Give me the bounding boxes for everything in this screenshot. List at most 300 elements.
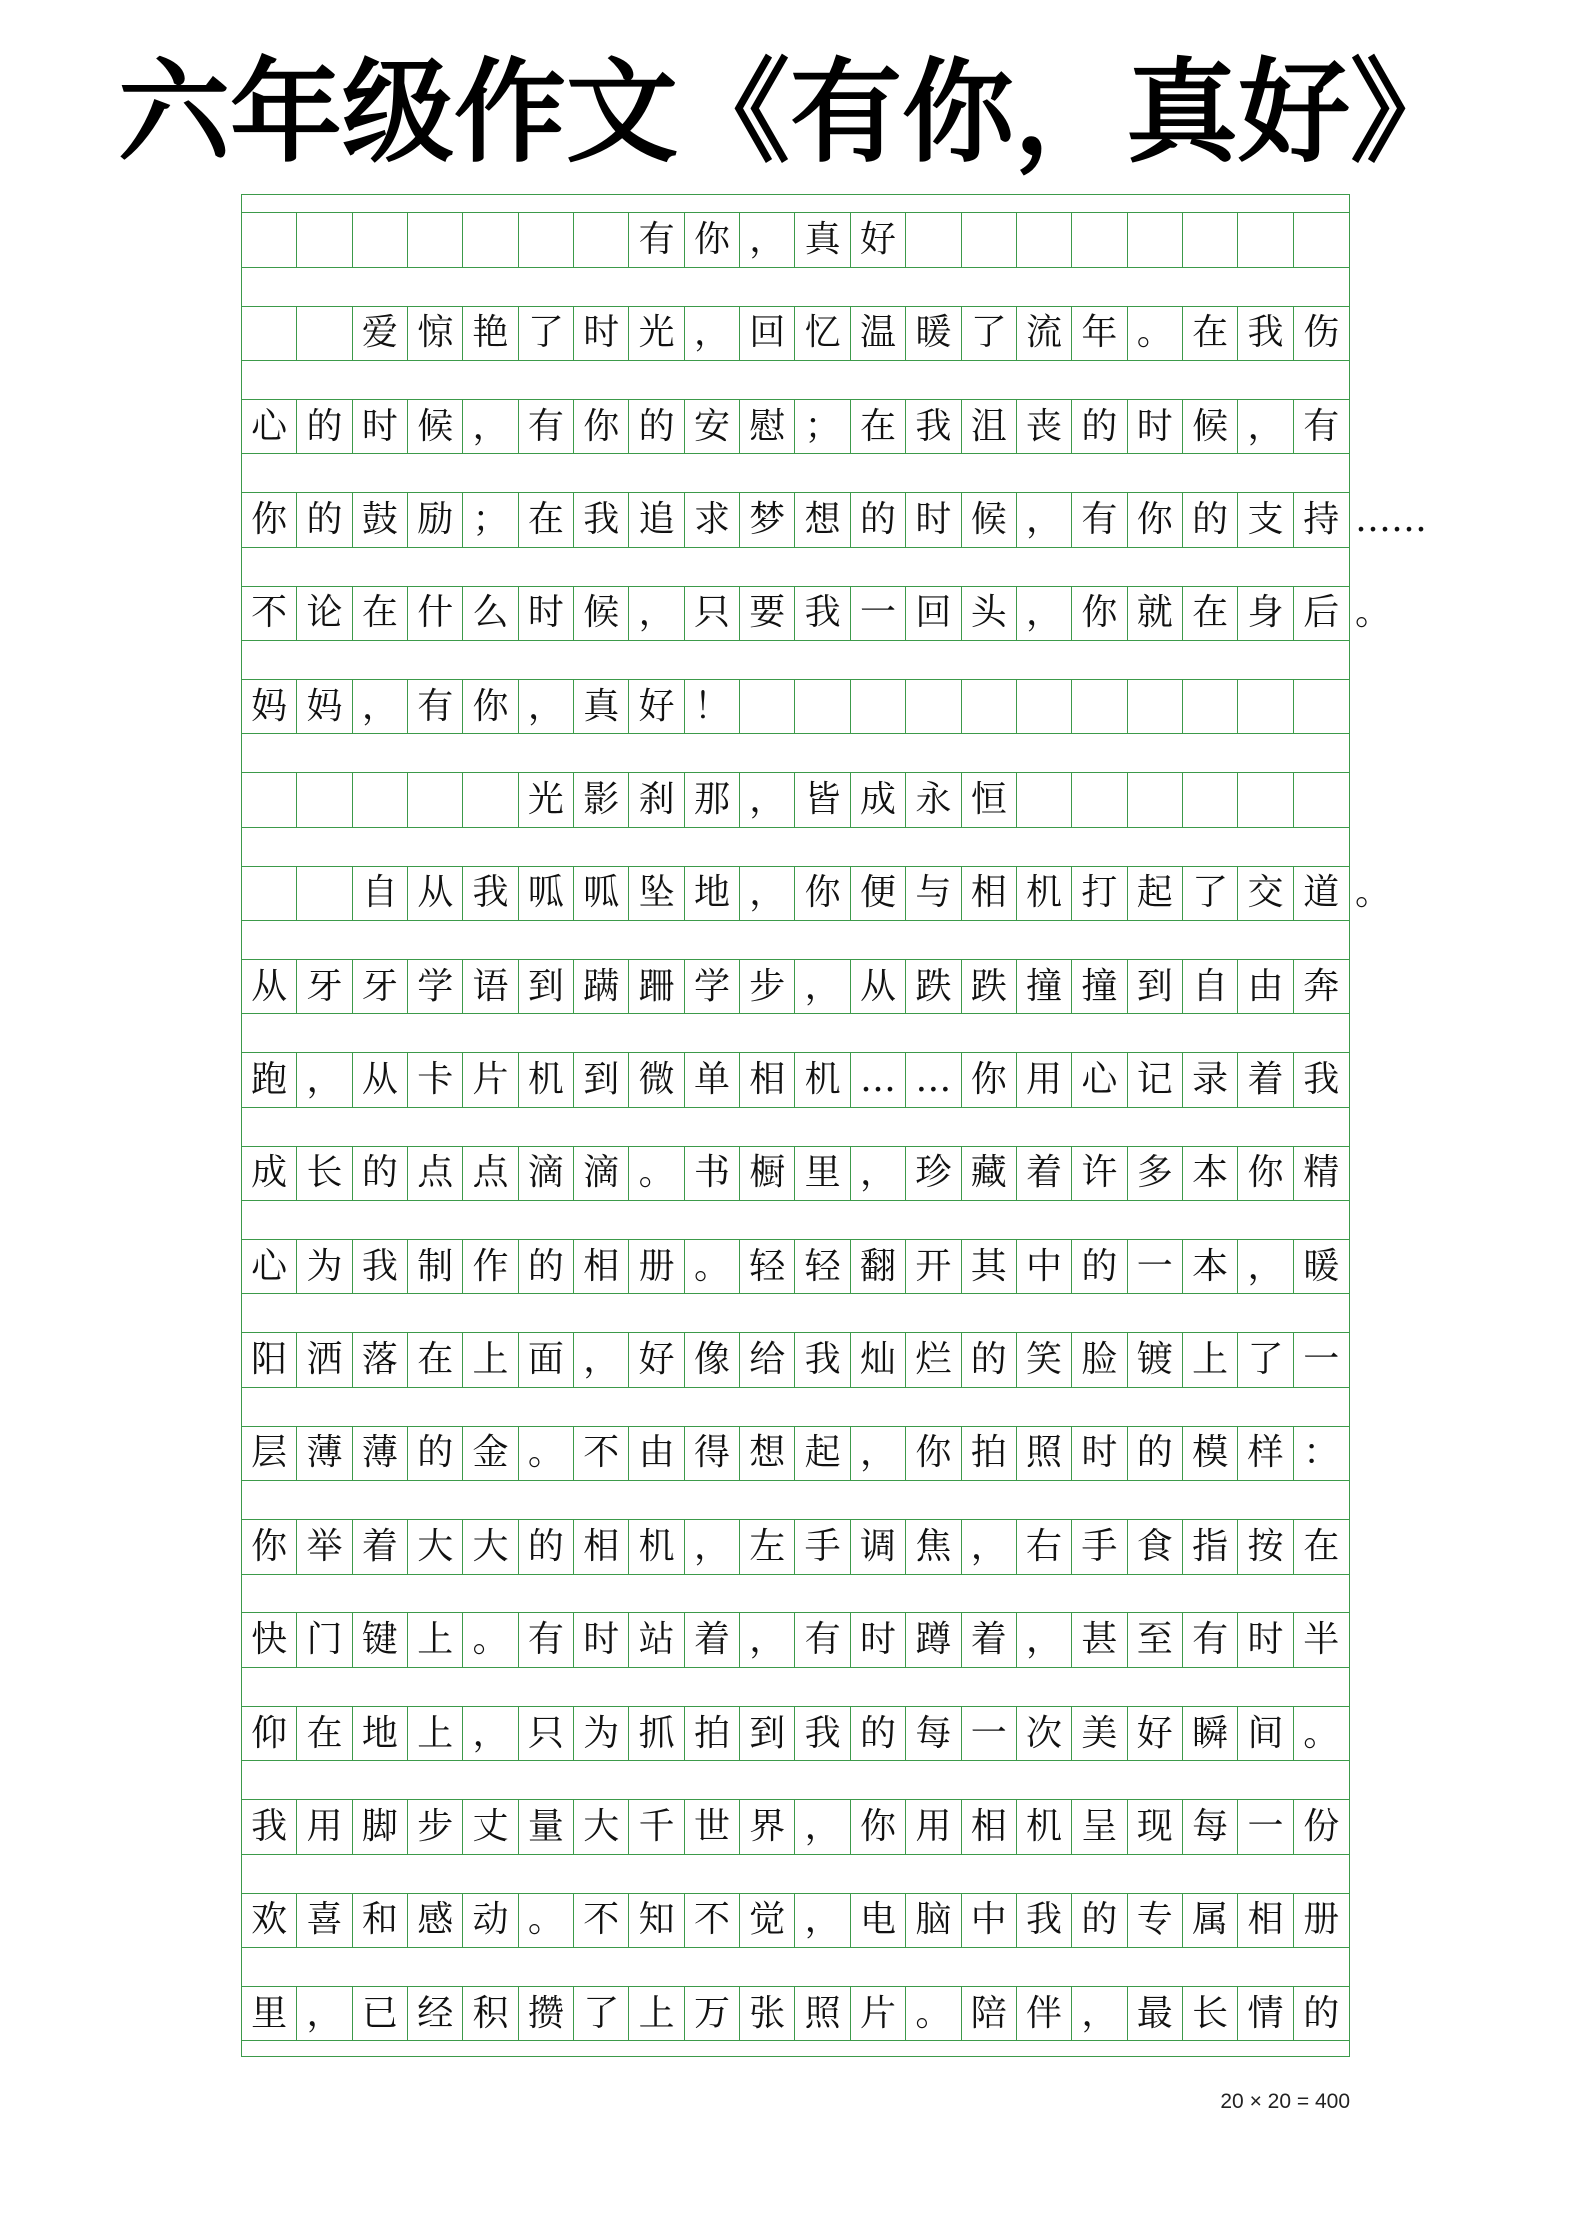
grid-cell: 片 — [463, 1053, 518, 1106]
grid-cell — [463, 773, 518, 826]
grid-cell: 永 — [906, 773, 961, 826]
grid-cell — [1128, 680, 1183, 733]
grid-cell: 食 — [1128, 1520, 1183, 1573]
grid-cell: 撞 — [1072, 960, 1127, 1013]
grid-cell: 有 — [1183, 1613, 1238, 1666]
grid-cell — [1017, 680, 1072, 733]
grid-cell: 机 — [795, 1053, 850, 1106]
grid-cell: 年 — [1072, 307, 1127, 360]
grid-cell: 后 — [1303, 592, 1340, 634]
grid-cell: ， — [574, 1333, 629, 1386]
grid-cell: 开 — [906, 1240, 961, 1293]
grid-cell: 地 — [353, 1707, 408, 1760]
grid-cell: 安 — [685, 400, 740, 453]
grid-cell: 候 — [574, 587, 629, 640]
grid-cell — [1072, 213, 1127, 266]
grid-cell: ， — [795, 960, 850, 1013]
grid-cell: ， — [463, 1707, 518, 1760]
grid-cell: 积 — [463, 1987, 518, 2040]
grid-cell: 。 — [629, 1147, 684, 1200]
grid-cell: 觉 — [740, 1894, 795, 1947]
grid-cell: 录 — [1183, 1053, 1238, 1106]
grid-cell: 时 — [1072, 1427, 1127, 1480]
grid-cell: 上 — [463, 1333, 518, 1386]
grid-row — [242, 679, 1349, 734]
grid-cell: 打 — [1072, 867, 1127, 920]
grid-cell: 心 — [242, 400, 297, 453]
grid-cell: 着 — [962, 1613, 1017, 1666]
margin-punctuation: 。 — [1355, 592, 1392, 634]
grid-cell: 拍 — [962, 1427, 1017, 1480]
grid-cell: 不 — [242, 587, 297, 640]
grid-cell: 金 — [463, 1427, 518, 1480]
grid-cell: 伴 — [1017, 1987, 1072, 2040]
grid-cell: 一 — [1128, 1240, 1183, 1293]
grid-cell: 的 — [519, 1240, 574, 1293]
grid-cell: ， — [1238, 400, 1293, 453]
grid-cell — [574, 213, 629, 266]
grid-cell: 得 — [685, 1427, 740, 1480]
grid-cell: 起 — [1128, 867, 1183, 920]
grid-cell: … — [851, 1053, 906, 1106]
grid-cell: 藏 — [962, 1147, 1017, 1200]
grid-cell: 在 — [408, 1333, 463, 1386]
grid-cell — [906, 213, 961, 266]
grid-row — [242, 1706, 1349, 1761]
grid-cell: 微 — [629, 1053, 684, 1106]
grid-cell: 翻 — [851, 1240, 906, 1293]
grid-cell: 着 — [685, 1613, 740, 1666]
grid-cell: 制 — [408, 1240, 463, 1293]
grid-cell: 光 — [629, 307, 684, 360]
grid-cell: 的 — [1303, 1992, 1340, 2034]
grid-cell: 上 — [1183, 1333, 1238, 1386]
grid-cell: 我 — [1303, 1059, 1340, 1101]
grid-cell: 光 — [519, 773, 574, 826]
grid-cell: 里 — [795, 1147, 850, 1200]
grid-cell: 我 — [574, 493, 629, 546]
grid-cell: 了 — [1238, 1333, 1293, 1386]
grid-cell: 要 — [740, 587, 795, 640]
grid-cell: 半 — [1303, 1619, 1340, 1661]
grid-cell: 机 — [1017, 1800, 1072, 1853]
grid-cell: 一 — [851, 587, 906, 640]
grid-cell: 时 — [574, 1613, 629, 1666]
grid-cell: 情 — [1238, 1987, 1293, 2040]
grid-cell: 到 — [574, 1053, 629, 1106]
grid-cell: 呱 — [519, 867, 574, 920]
grid-cell: 语 — [463, 960, 518, 1013]
grid-cell: 了 — [1183, 867, 1238, 920]
grid-row — [242, 1612, 1349, 1667]
grid-cell — [1238, 680, 1293, 733]
grid-cell: 想 — [795, 493, 850, 546]
grid-cell — [242, 213, 297, 266]
grid-cell: ； — [463, 493, 518, 546]
grid-cell: 候 — [962, 493, 1017, 546]
grid-cell: ， — [851, 1147, 906, 1200]
grid-cell: 学 — [408, 960, 463, 1013]
grid-cell: 有 — [795, 1613, 850, 1666]
grid-cell: 我 — [795, 1707, 850, 1760]
grid-cell: 了 — [574, 1987, 629, 2040]
grid-cell: 相 — [574, 1520, 629, 1573]
page-title: 六年级作文《有你，真好》 — [118, 47, 1462, 178]
grid-cell: 洒 — [297, 1333, 352, 1386]
grid-cell: 已 — [353, 1987, 408, 2040]
grid-cell — [795, 680, 850, 733]
grid-cell: 一 — [1238, 1800, 1293, 1853]
grid-cell: 大 — [574, 1800, 629, 1853]
grid-cell: 的 — [962, 1333, 1017, 1386]
grid-cell: 呈 — [1072, 1800, 1127, 1853]
grid-cell: 惊 — [408, 307, 463, 360]
grid-cell: 你 — [1128, 493, 1183, 546]
grid-cell: 温 — [851, 307, 906, 360]
grid-cell: 脑 — [906, 1894, 961, 1947]
grid-cell: 的 — [851, 1707, 906, 1760]
grid-cell: 不 — [574, 1427, 629, 1480]
grid-cell: 电 — [851, 1894, 906, 1947]
grid-cell: 你 — [1238, 1147, 1293, 1200]
grid-cell: 的 — [1072, 1894, 1127, 1947]
grid-cell: 恒 — [962, 773, 1017, 826]
grid-cell: 只 — [685, 587, 740, 640]
grid-cell — [1017, 773, 1072, 826]
grid-cell: 暖 — [1303, 1245, 1340, 1287]
grid-cell: ， — [740, 1613, 795, 1666]
grid-cell: 步 — [740, 960, 795, 1013]
grid-cell: 。 — [1303, 1712, 1340, 1754]
grid-cell: 我 — [906, 400, 961, 453]
grid-cell — [1072, 680, 1127, 733]
grid-cell: 为 — [574, 1707, 629, 1760]
grid-cell: 奔 — [1303, 965, 1340, 1007]
grid-cell: 界 — [740, 1800, 795, 1853]
grid-cell: 候 — [408, 400, 463, 453]
grid-cell: 层 — [242, 1427, 297, 1480]
grid-cell: 时 — [519, 587, 574, 640]
grid-cell: 专 — [1128, 1894, 1183, 1947]
grid-cell: 牙 — [353, 960, 408, 1013]
grid-cell: 上 — [629, 1987, 684, 2040]
grid-cell — [851, 680, 906, 733]
grid-cell: 阳 — [242, 1333, 297, 1386]
grid-cell: 的 — [1128, 1427, 1183, 1480]
grid-cell: ， — [962, 1520, 1017, 1573]
grid-cell: 轻 — [795, 1240, 850, 1293]
grid-cell: 你 — [795, 867, 850, 920]
grid-cell: 大 — [463, 1520, 518, 1573]
grid-cell: 千 — [629, 1800, 684, 1853]
grid-cell: 我 — [1017, 1894, 1072, 1947]
grid-cell: 陪 — [962, 1987, 1017, 2040]
grid-cell: 攒 — [519, 1987, 574, 2040]
grid-row — [242, 1426, 1349, 1481]
grid-cell: 心 — [1072, 1053, 1127, 1106]
grid-cell: 世 — [685, 1800, 740, 1853]
grid-cell: 时 — [1238, 1613, 1293, 1666]
grid-cell — [1294, 213, 1349, 266]
grid-cell: 甚 — [1072, 1613, 1127, 1666]
grid-cell: 作 — [463, 1240, 518, 1293]
grid-cell: 鼓 — [353, 493, 408, 546]
grid-cell: 知 — [629, 1894, 684, 1947]
grid-cell: 时 — [906, 493, 961, 546]
grid-cell: 片 — [851, 1987, 906, 2040]
grid-cell — [353, 773, 408, 826]
grid-cell: … — [906, 1053, 961, 1106]
grid-cell: 万 — [685, 1987, 740, 2040]
grid-cell: 艳 — [463, 307, 518, 360]
grid-cell: 呱 — [574, 867, 629, 920]
grid-cell: 的 — [408, 1427, 463, 1480]
grid-cell — [962, 213, 1017, 266]
grid-cell: 本 — [1183, 1147, 1238, 1200]
grid-cell: 门 — [297, 1613, 352, 1666]
grid-cell: 由 — [629, 1427, 684, 1480]
grid-cell: 次 — [1017, 1707, 1072, 1760]
grid-cell — [463, 213, 518, 266]
grid-cell: 伤 — [1303, 312, 1340, 354]
grid-cell: 在 — [1303, 1525, 1340, 1567]
grid-cell: 一 — [1303, 1339, 1340, 1381]
grid-cell: 仰 — [242, 1707, 297, 1760]
grid-cell: 便 — [851, 867, 906, 920]
grid-cell: ， — [1238, 1240, 1293, 1293]
grid-cell — [408, 773, 463, 826]
grid-cell: 时 — [574, 307, 629, 360]
grid-cell — [1128, 773, 1183, 826]
grid-cell: 从 — [242, 960, 297, 1013]
grid-cell: 一 — [962, 1707, 1017, 1760]
grid-cell: 的 — [519, 1520, 574, 1573]
grid-cell: 你 — [1072, 587, 1127, 640]
grid-cell: 站 — [629, 1613, 684, 1666]
grid-cell: 好 — [1128, 1707, 1183, 1760]
grid-cell: ， — [851, 1427, 906, 1480]
grid-row — [242, 1893, 1349, 1948]
grid-cell: 刹 — [629, 773, 684, 826]
grid-row — [242, 212, 1349, 267]
grid-cell: 最 — [1128, 1987, 1183, 2040]
grid-cell: 机 — [519, 1053, 574, 1106]
grid-cell: 卡 — [408, 1053, 463, 1106]
grid-cell: 跌 — [906, 960, 961, 1013]
grid-cell — [1183, 773, 1238, 826]
grid-cell: 就 — [1128, 587, 1183, 640]
grid-cell: 时 — [1128, 400, 1183, 453]
grid-cell: 从 — [353, 1053, 408, 1106]
grid-cell: 笑 — [1017, 1333, 1072, 1386]
grid-cell: 点 — [463, 1147, 518, 1200]
grid-cell: 。 — [906, 1987, 961, 2040]
grid-cell — [353, 213, 408, 266]
grid-cell: ： — [1303, 1432, 1340, 1474]
grid-cell: 地 — [685, 867, 740, 920]
grid-cell: 成 — [242, 1147, 297, 1200]
grid-cell: 流 — [1017, 307, 1072, 360]
grid-cell: 你 — [242, 1520, 297, 1573]
grid-cell: 上 — [408, 1707, 463, 1760]
grid-cell: 左 — [740, 1520, 795, 1573]
grid-cell: 追 — [629, 493, 684, 546]
grid-cell: 焦 — [906, 1520, 961, 1573]
grid-cell: 有 — [629, 213, 684, 266]
grid-cell: 牙 — [297, 960, 352, 1013]
grid-row — [242, 1519, 1349, 1574]
grid-row — [242, 306, 1349, 361]
grid-cell: 什 — [408, 587, 463, 640]
grid-cell: 心 — [242, 1240, 297, 1293]
grid-cell: 张 — [740, 1987, 795, 2040]
grid-cell: ， — [740, 867, 795, 920]
grid-cell: 手 — [795, 1520, 850, 1573]
grid-cell: 由 — [1238, 960, 1293, 1013]
grid-cell: 为 — [297, 1240, 352, 1293]
grid-cell: 量 — [519, 1800, 574, 1853]
margin-punctuation: …… — [1355, 498, 1427, 540]
grid-cell: 的 — [1072, 400, 1127, 453]
grid-cell: 薄 — [297, 1427, 352, 1480]
grid-cell: 许 — [1072, 1147, 1127, 1200]
grid-cell: 回 — [740, 307, 795, 360]
grid-cell: 在 — [353, 587, 408, 640]
grid-cell: 真 — [795, 213, 850, 266]
grid-cell: 求 — [685, 493, 740, 546]
grid-cell — [906, 680, 961, 733]
grid-cell: 模 — [1183, 1427, 1238, 1480]
grid-cell: 不 — [685, 1894, 740, 1947]
grid-cell: ， — [740, 773, 795, 826]
grid-cell: 着 — [1017, 1147, 1072, 1200]
grid-cell: 爱 — [353, 307, 408, 360]
grid-cell: 右 — [1017, 1520, 1072, 1573]
grid-cell: 影 — [574, 773, 629, 826]
grid-cell: 我 — [795, 1333, 850, 1386]
grid-cell: 每 — [1183, 1800, 1238, 1853]
grid-cell — [1294, 680, 1349, 733]
grid-cell: 沮 — [962, 400, 1017, 453]
grid-cell: 自 — [353, 867, 408, 920]
grid-cell: 跌 — [962, 960, 1017, 1013]
grid-row — [242, 1332, 1349, 1387]
grid-cell: 时 — [353, 400, 408, 453]
grid-cell: ， — [629, 587, 684, 640]
grid-cell: 中 — [1017, 1240, 1072, 1293]
grid-cell: 时 — [851, 1613, 906, 1666]
grid-cell: 相 — [1238, 1894, 1293, 1947]
grid-cell — [1183, 213, 1238, 266]
grid-cell: 了 — [519, 307, 574, 360]
grid-cell — [242, 773, 297, 826]
grid-cell: 好 — [629, 1333, 684, 1386]
grid-cell: 在 — [297, 1707, 352, 1760]
grid-cell: 给 — [740, 1333, 795, 1386]
grid-row — [242, 586, 1392, 641]
grid-cell: 间 — [1238, 1707, 1293, 1760]
grid-cell: 你 — [574, 400, 629, 453]
grid-cell: 有 — [519, 400, 574, 453]
grid-cell: ， — [1017, 587, 1072, 640]
grid-cell: 有 — [1072, 493, 1127, 546]
grid-cell: 多 — [1128, 1147, 1183, 1200]
grid-cell: 我 — [242, 1800, 297, 1853]
grid-cell: 跚 — [629, 960, 684, 1013]
grid-cell: 着 — [353, 1520, 408, 1573]
grid-cell: ， — [795, 1894, 850, 1947]
grid-cell: ， — [795, 1800, 850, 1853]
grid-cell: 举 — [297, 1520, 352, 1573]
grid-cell: 镀 — [1128, 1333, 1183, 1386]
grid-cell: 和 — [353, 1894, 408, 1947]
grid-cell: 我 — [1238, 307, 1293, 360]
grid-cell: 烂 — [906, 1333, 961, 1386]
grid-cell: 相 — [962, 1800, 1017, 1853]
grid-cell — [1238, 213, 1293, 266]
grid-cell: 跑 — [242, 1053, 297, 1106]
grid-cell: 上 — [408, 1613, 463, 1666]
grid-cell: 头 — [962, 587, 1017, 640]
grid-row — [242, 1146, 1349, 1201]
grid-cell: 从 — [851, 960, 906, 1013]
grid-row — [242, 1052, 1349, 1107]
grid-cell: 的 — [629, 400, 684, 453]
grid-cell: 道 — [1303, 872, 1340, 914]
grid-row — [242, 1986, 1349, 2041]
grid-cell: 轻 — [740, 1240, 795, 1293]
grid-cell: 份 — [1303, 1805, 1340, 1847]
grid-cell: ， — [685, 307, 740, 360]
grid-cell: 喜 — [297, 1894, 352, 1947]
grid-cell — [408, 213, 463, 266]
grid-cell: 拍 — [685, 1707, 740, 1760]
grid-cell: 键 — [353, 1613, 408, 1666]
grid-cell: 用 — [297, 1800, 352, 1853]
grid-cell: 的 — [353, 1147, 408, 1200]
grid-cell: 支 — [1238, 493, 1293, 546]
grid-cell: 到 — [740, 1707, 795, 1760]
grid-cell: 的 — [297, 400, 352, 453]
grid-cell: ， — [685, 1520, 740, 1573]
grid-cell: 坠 — [629, 867, 684, 920]
grid-cell: 调 — [851, 1520, 906, 1573]
grid-cell: 蹲 — [906, 1613, 961, 1666]
grid-cell: 丧 — [1017, 400, 1072, 453]
grid-cell: 相 — [962, 867, 1017, 920]
grid-cell: 机 — [629, 1520, 684, 1573]
grid-cell: 精 — [1303, 1152, 1340, 1194]
grid-cell: 回 — [906, 587, 961, 640]
grid-cell — [1017, 213, 1072, 266]
grid-cell — [297, 307, 352, 360]
grid-cell: 的 — [1072, 1240, 1127, 1293]
grid-cell: 你 — [685, 213, 740, 266]
grid-cell: 么 — [463, 587, 518, 640]
grid-cell: 在 — [1183, 307, 1238, 360]
grid-row — [242, 1239, 1349, 1294]
grid-cell: 脚 — [353, 1800, 408, 1853]
grid-cell: 感 — [408, 1894, 463, 1947]
grid-cell: 快 — [242, 1613, 297, 1666]
grid-cell: 我 — [353, 1240, 408, 1293]
grid-cell: 橱 — [740, 1147, 795, 1200]
grid-cell: 本 — [1183, 1240, 1238, 1293]
grid-cell: 皆 — [795, 773, 850, 826]
grid-cell: 长 — [297, 1147, 352, 1200]
grid-cell: 成 — [851, 773, 906, 826]
grid-cell: 滴 — [574, 1147, 629, 1200]
